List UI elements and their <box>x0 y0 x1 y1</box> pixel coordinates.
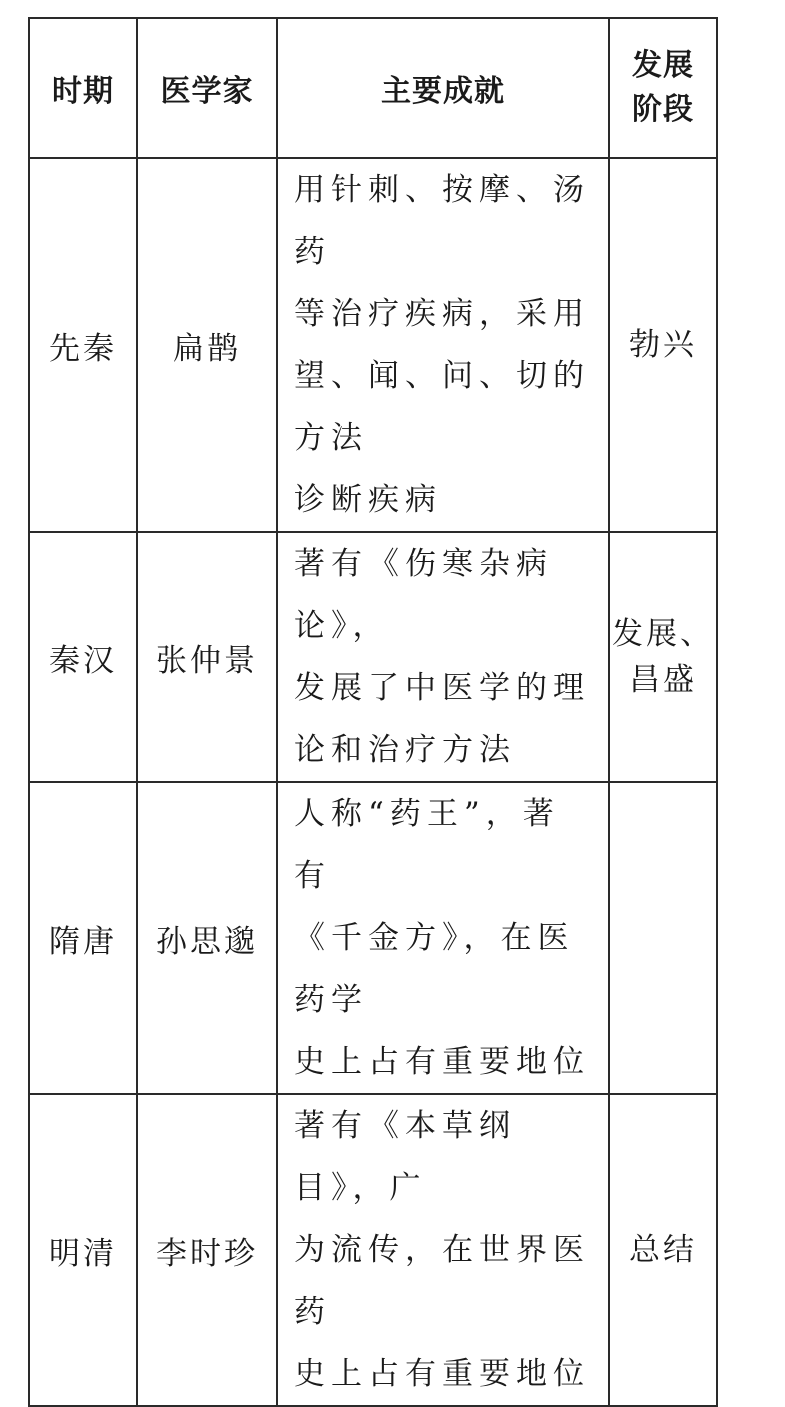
physician-cell: 孙思邈 <box>137 782 277 1094</box>
achievement-cell <box>277 1094 609 1406</box>
achievement-line: 史上占有重要地位 <box>294 1356 590 1392</box>
achievement-cell <box>277 532 609 782</box>
achievement-line: 著有《伤寒杂病论》， <box>294 546 553 644</box>
header-stage-line: 发展 <box>632 48 694 83</box>
achievement-line: 诊断疾病 <box>294 482 442 518</box>
achievement-line: 为流传，在世界医药 <box>294 1232 590 1330</box>
header-period: 时期 <box>29 18 137 158</box>
achievement-line: 论和治疗方法 <box>294 732 516 768</box>
stage-line: 昌盛 <box>629 662 697 698</box>
achievement-line: 史上占有重要地位 <box>294 1044 590 1080</box>
period-cell: 先秦 <box>29 158 137 532</box>
history-table-container <box>28 17 716 1392</box>
period-cell: 隋唐 <box>29 782 137 1094</box>
header-achievement: 主要成就 <box>277 18 609 158</box>
physician-cell: 扁鹊 <box>137 158 277 532</box>
achievement-line: 著有《本草纲目》，广 <box>294 1108 516 1206</box>
achievement-cell <box>277 158 609 532</box>
table-row <box>29 1094 717 1406</box>
chinese-medicine-history-table <box>28 17 718 1407</box>
stage-line: 发展、 <box>612 616 714 652</box>
achievement-line: 望、闻、问、切的方法 <box>294 358 590 456</box>
stage-cell <box>609 158 717 532</box>
header-stage <box>609 18 717 158</box>
stage-line: 总结 <box>629 1232 697 1268</box>
achievement-line: 发展了中医学的理 <box>294 670 590 706</box>
table-row <box>29 782 717 1094</box>
header-row <box>29 18 717 158</box>
achievement-line: 等治疗疾病，采用 <box>294 296 590 332</box>
header-stage-line: 阶段 <box>632 92 694 127</box>
achievement-cell <box>277 782 609 1094</box>
stage-line: 勃兴 <box>629 327 697 363</box>
table-row <box>29 158 717 532</box>
achievement-line: 《千金方》，在医药学 <box>294 920 575 1018</box>
period-cell: 明清 <box>29 1094 137 1406</box>
achievement-line: 人称“药王”，著有 <box>294 796 560 894</box>
physician-cell: 李时珍 <box>137 1094 277 1406</box>
achievement-line: 用针刺、按摩、汤药 <box>294 172 590 270</box>
stage-cell-empty <box>609 782 717 1094</box>
stage-cell <box>609 532 717 782</box>
stage-cell <box>609 1094 717 1406</box>
table-row <box>29 532 717 782</box>
header-physician: 医学家 <box>137 18 277 158</box>
period-cell: 秦汉 <box>29 532 137 782</box>
physician-cell: 张仲景 <box>137 532 277 782</box>
